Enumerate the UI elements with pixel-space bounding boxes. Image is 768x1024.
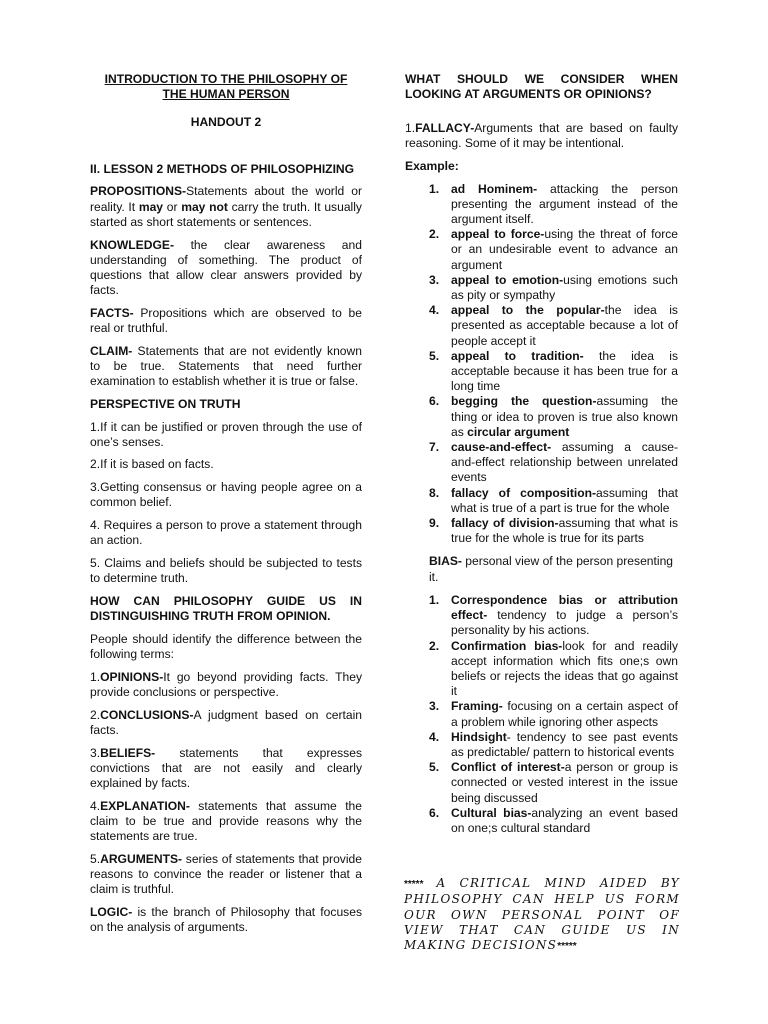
bias-description: - tendency to see past events as predictable/ pattern to historical events: [451, 729, 678, 759]
arguments-question-heading: WHAT SHOULD WE CONSIDER WHEN LOOKING AT ARGUMENTS OR OPINIONS?: [405, 72, 678, 101]
propositions-text-1: Statements about the world or reality. It: [90, 184, 362, 214]
knowledge-term: KNOWLEDGE-: [90, 237, 174, 252]
fallacy-description: attacking the person presenting the argument instead of the argument itself.: [451, 181, 678, 227]
bias-name: Confirmation bias-: [451, 638, 563, 653]
facts-text: Propositions which are observed to be real or truthful.: [90, 305, 362, 336]
quote-stars-open: *****: [404, 879, 424, 890]
list-number: 7.: [429, 440, 440, 455]
list-number: 2.: [429, 227, 440, 242]
logic-paragraph: [90, 905, 362, 935]
perspective-item: 2.If it is based on facts.: [90, 457, 214, 472]
propositions-paragraph: [90, 184, 362, 230]
term-opinions: [90, 670, 362, 700]
list-item: [405, 760, 678, 806]
list-number: 5.: [429, 760, 440, 775]
bias-description: a person or group is connected or vested interest in the issue being discussed: [451, 760, 678, 805]
fallacy-paragraph: [405, 121, 678, 151]
bias-term: BIAS-: [429, 554, 462, 569]
guide-title: HOW CAN PHILOSOPHY GUIDE US IN DISTINGUISHING TRUTH FROM OPINION.: [90, 593, 362, 624]
propositions-or: or: [163, 199, 182, 214]
fallacy-description: assuming that what is true for the whole is true for its parts: [451, 516, 678, 546]
term-text: series of statements that provide reasons to convince the reader or listener that a claim is truthful.: [90, 851, 362, 897]
fallacy-name: fallacy of composition-: [451, 485, 597, 500]
bias-description: look for and readily accept information which fits one;s own beliefs or rejects the ideas that go against it: [451, 638, 678, 699]
title-line-1: INTRODUCTION TO THE PHILOSOPHY OF: [104, 72, 348, 86]
list-item: [405, 593, 678, 639]
bias-name: Hindsight: [451, 729, 507, 744]
list-item: [405, 227, 678, 273]
fallacy-description: assuming a cause-and-effect relationship between unrelated events: [451, 440, 678, 485]
left-column: [90, 72, 362, 943]
fallacy-number: 1.: [405, 121, 416, 135]
bias-text: personal view of the person presenting it.: [429, 554, 674, 584]
bias-name: Conflict of interest-: [451, 760, 565, 775]
example-label: Example:: [405, 159, 459, 174]
bias-list: [405, 593, 678, 836]
fallacy-text: Arguments that are based on faulty reasoning. Some of it may be intentional.: [405, 121, 678, 151]
term-label: BELIEFS-: [100, 745, 156, 760]
term-text: It go beyond providing facts. They provide conclusions or perspective.: [90, 669, 362, 699]
perspective-item: 5. Claims and beliefs should be subjected to tests to determine truth.: [90, 555, 362, 586]
list-item: [405, 639, 678, 700]
propositions-term: PROPOSITIONS-: [90, 184, 187, 199]
list-item: [405, 516, 678, 546]
lesson-title: II. LESSON 2 METHODS OF PHILOSOPHIZING: [90, 162, 355, 177]
list-number: 5.: [429, 348, 440, 363]
fallacy-description: the idea is acceptable because it has been true for a long time: [451, 348, 679, 394]
term-beliefs: [90, 746, 362, 792]
fallacy-list: [405, 182, 678, 547]
list-number: 2.: [429, 638, 440, 653]
list-item: [405, 730, 678, 760]
fallacy-description: using the threat of force or an undesirable event to advance an argument: [451, 227, 678, 272]
bias-description: tendency to judge a person’s personality by his actions.: [451, 608, 678, 638]
fallacy-name: ad Hominem-: [451, 181, 538, 196]
fallacy-name: appeal to the popular-: [451, 303, 605, 318]
bias-description: focusing on a certain aspect of a problem while ignoring other aspects: [451, 699, 678, 729]
list-number: 9.: [429, 516, 440, 531]
perspective-item: 3.Getting consensus or having people agree on a common belief.: [90, 480, 362, 510]
term-label: EXPLANATION-: [100, 798, 190, 813]
term-number: 4.: [90, 798, 101, 813]
fallacy-description: using emotions such as pity or sympathy: [451, 272, 678, 303]
logic-text: is the branch of Philosophy that focuses on the analysis of arguments.: [90, 904, 362, 935]
claim-term: CLAIM-: [90, 343, 133, 358]
right-column: [405, 72, 678, 836]
term-number: 1.: [90, 669, 101, 684]
perspective-item: 4. Requires a person to prove a statement through an action.: [90, 518, 362, 548]
document-title: [90, 72, 362, 102]
bias-name: Framing-: [451, 699, 503, 714]
fallacy-name: begging the question-: [451, 394, 597, 409]
claim-text: Statements that are not evidently known to be true. Statements that need further examination to establish whether it is true or false.: [90, 343, 362, 389]
list-number: 1.: [429, 181, 440, 196]
propositions-may-not: may not: [181, 199, 228, 214]
fallacy-description: the idea is presented as acceptable because a lot of people accept it: [451, 303, 678, 348]
fallacy-alias: circular argument: [467, 424, 570, 439]
quote-stars-close: *****: [557, 941, 577, 953]
bias-name: Correspondence bias or attribution effect-: [451, 592, 678, 623]
knowledge-text: the clear awareness and understanding of something. The product of questions that allow clear answers provided by facts.: [90, 237, 362, 298]
fallacy-description: assuming that what is true of a part is true for the whole: [451, 485, 679, 515]
term-arguments: [90, 852, 362, 898]
term-text: statements that expresses convictions that are not easily and clearly explained by facts.: [90, 745, 362, 790]
list-item: [405, 182, 678, 228]
perspective-title: PERSPECTIVE ON TRUTH: [90, 396, 241, 411]
term-conclusions: [90, 708, 362, 738]
perspective-item: 1.If it can be justified or proven through the use of one’s senses.: [90, 419, 362, 449]
fallacy-name: cause-and-effect-: [451, 440, 552, 455]
list-number: 8.: [429, 485, 440, 500]
title-line-2: THE HUMAN PERSON: [162, 87, 290, 101]
knowledge-paragraph: [90, 238, 362, 299]
list-number: 6.: [429, 805, 440, 820]
fallacy-name: appeal to tradition-: [451, 348, 584, 363]
list-number: 3.: [429, 699, 440, 714]
term-number: 5.: [90, 851, 101, 866]
logic-term: LOGIC-: [90, 904, 133, 919]
fallacy-description: assuming the thing or idea to proven is true also known as: [451, 394, 678, 439]
term-label: ARGUMENTS-: [100, 851, 183, 866]
list-number: 4.: [429, 729, 440, 744]
list-item: [405, 303, 678, 349]
term-text: A judgment based on certain facts.: [90, 707, 362, 737]
term-label: OPINIONS-: [100, 669, 164, 684]
guide-intro: People should identify the difference between the following terms:: [90, 631, 362, 661]
term-explanation: [90, 799, 362, 845]
term-number: 2.: [90, 707, 101, 722]
list-number: 3.: [429, 272, 440, 287]
facts-paragraph: [90, 306, 362, 336]
list-number: 1.: [429, 592, 440, 607]
facts-term: FACTS-: [90, 305, 134, 320]
fallacy-name: appeal to force-: [451, 227, 545, 242]
fallacy-term: FALLACY-: [415, 121, 475, 135]
claim-paragraph: [90, 344, 362, 390]
term-label: CONCLUSIONS-: [100, 707, 194, 722]
bias-name: Cultural bias-: [451, 805, 532, 820]
list-item: [405, 394, 678, 440]
list-number: 4.: [429, 303, 440, 318]
term-text: statements that assume the claim to be true and provide reasons why the statements are true.: [90, 798, 362, 844]
list-item: [405, 440, 678, 486]
propositions-may: may: [138, 199, 164, 214]
bias-paragraph: [405, 554, 678, 584]
fallacy-name: appeal to emotion-: [451, 272, 564, 287]
list-item: [405, 699, 678, 729]
closing-quote: [404, 876, 680, 954]
list-item: [405, 806, 678, 836]
bias-description: analyzing an event based on one;s cultural standard: [451, 805, 678, 835]
handout-label: HANDOUT 2: [190, 115, 262, 129]
list-number: 6.: [429, 394, 440, 409]
list-item: [405, 486, 678, 516]
term-number: 3.: [90, 745, 101, 760]
propositions-text-2: carry the truth. It usually started as short statements or sentences.: [90, 199, 362, 229]
list-item: [405, 273, 678, 303]
fallacy-name: fallacy of division-: [451, 516, 559, 531]
quote-text: A CRITICAL MIND AIDED BY PHILOSOPHY CAN HELP US FORM OUR OWN PERSONAL POINT OF VIEW THAT CAN GUIDE US IN MAKING DECISIONS: [404, 876, 680, 953]
list-item: [405, 349, 678, 395]
